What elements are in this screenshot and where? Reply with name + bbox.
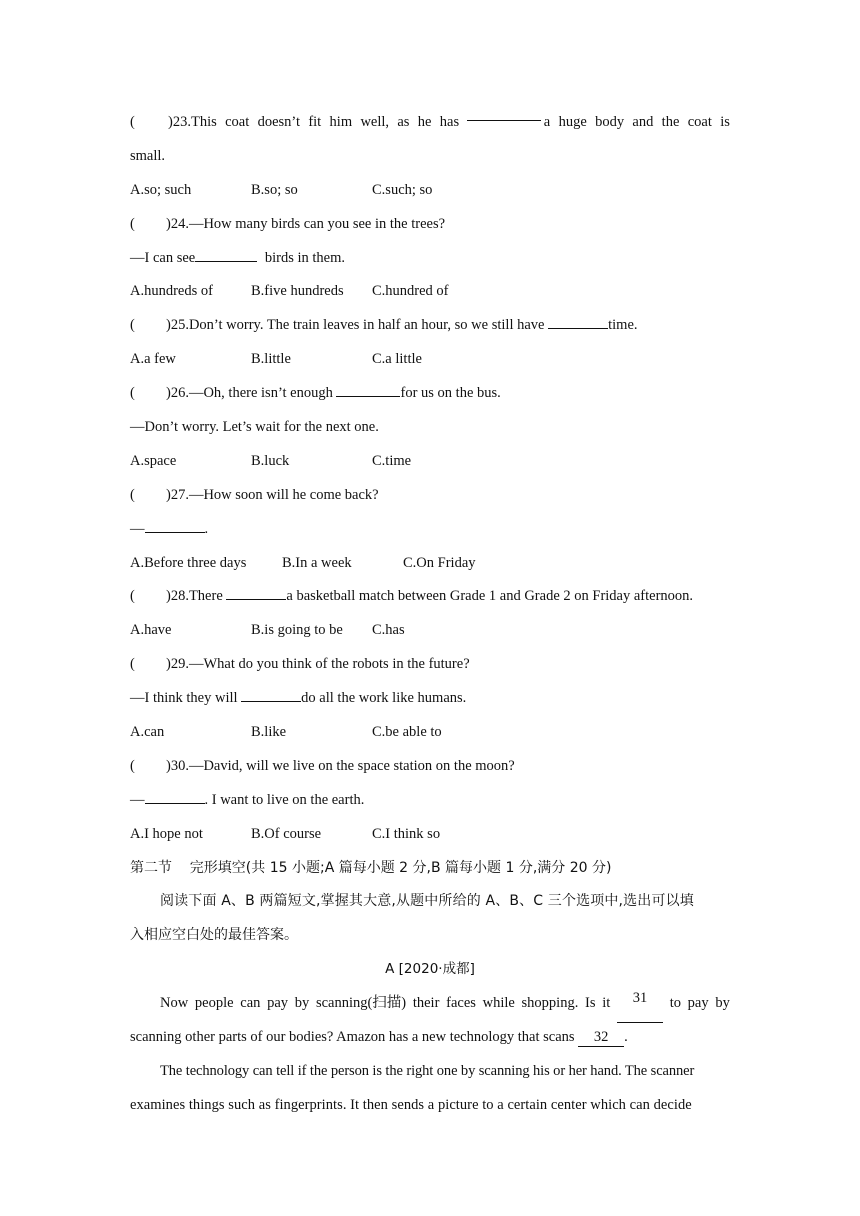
- question-25-options: [130, 345, 730, 379]
- word: well,: [360, 114, 390, 130]
- question-24-options: [130, 277, 730, 311]
- word: as: [397, 114, 410, 130]
- question-23-stem: [130, 108, 730, 142]
- option-a[interactable]: A.can: [130, 724, 165, 741]
- answer-paren[interactable]: (: [130, 486, 135, 503]
- word: body: [595, 114, 625, 130]
- word: by: [294, 995, 310, 1012]
- question-text: )27.—How soon will he come back?: [166, 486, 379, 503]
- option-a[interactable]: A.space: [130, 452, 177, 469]
- word: faces: [446, 995, 476, 1012]
- word: can: [240, 995, 261, 1012]
- answer-paren[interactable]: (: [130, 757, 135, 774]
- question-text: )30.—David, will we live on the space station on the moon?: [166, 757, 515, 774]
- option-a[interactable]: A.a few: [130, 351, 176, 368]
- answer-paren[interactable]: (: [130, 588, 135, 605]
- word: coat: [225, 114, 250, 130]
- option-b[interactable]: B.like: [251, 724, 287, 741]
- reply-text: —I think they will: [130, 690, 242, 707]
- option-a[interactable]: A.have: [130, 622, 172, 639]
- question-26-stem: [130, 379, 730, 413]
- fill-blank[interactable]: [467, 108, 541, 121]
- word: people: [194, 995, 234, 1012]
- word: to: [669, 995, 681, 1012]
- question-28-options: [130, 616, 730, 650]
- option-c[interactable]: C.On Friday: [403, 554, 476, 571]
- reply-text: —: [130, 791, 145, 808]
- word: a: [543, 114, 551, 130]
- passage-paragraph-1-line-2: [130, 1023, 730, 1057]
- option-c[interactable]: C.hundred of: [372, 283, 449, 300]
- question-text: a basketball match between Grade 1 and Grade 2 on Friday afternoon.: [286, 588, 694, 605]
- option-a[interactable]: A.hundreds of: [130, 283, 213, 300]
- question-text: for us on the bus.: [400, 385, 501, 402]
- option-c[interactable]: C.time: [372, 452, 412, 469]
- answer-paren[interactable]: (: [130, 215, 135, 232]
- word: Is: [585, 995, 596, 1012]
- answer-paren[interactable]: (: [130, 656, 135, 673]
- question-29-options: [130, 718, 730, 752]
- word: him: [329, 114, 353, 130]
- fill-blank[interactable]: [241, 689, 301, 702]
- option-b[interactable]: B.so; so: [251, 181, 298, 198]
- reply-text: birds in them.: [261, 249, 345, 266]
- word: by: [715, 995, 730, 1012]
- passage-paragraph-2-line-1: The technology can tell if the person is the right one by scanning his or her hand. The scanner: [160, 1062, 695, 1079]
- section-instructions-line-1: 阅读下面 A、B 两篇短文,掌握其大意,从题中所给的 A、B、C 三个选项中,选出可以填: [160, 893, 694, 910]
- question-text: )29.—What do you think of the robots in the future?: [166, 656, 470, 673]
- option-a[interactable]: A.I hope not: [130, 825, 203, 842]
- question-23-continued: small.: [130, 147, 166, 164]
- word: their: [412, 995, 440, 1012]
- question-30-options: [130, 820, 730, 854]
- word: has: [439, 114, 460, 130]
- answer-paren: (: [130, 114, 135, 130]
- word: pay: [267, 995, 289, 1012]
- question-26-options: [130, 447, 730, 481]
- question-text: )25.Don’t worry. The train leaves in half an hour, so we still have: [166, 317, 549, 334]
- blank-31[interactable]: 31: [617, 989, 663, 1023]
- word: Now: [160, 995, 189, 1012]
- word: pay: [687, 995, 709, 1012]
- passage-text: .: [624, 1029, 628, 1046]
- option-c[interactable]: C.has: [372, 622, 405, 639]
- passage-paragraph-2-line-2: examines things such as fingerprints. It then sends a picture to a certain center which can decide: [130, 1096, 692, 1113]
- question-28-stem: [130, 582, 730, 616]
- word: doesn’t: [257, 114, 300, 130]
- fill-blank[interactable]: [336, 384, 400, 397]
- option-b[interactable]: B.luck: [251, 452, 290, 469]
- reply-text: —: [130, 520, 145, 537]
- option-b[interactable]: B.five hundreds: [251, 283, 344, 300]
- answer-paren[interactable]: (: [130, 317, 135, 334]
- option-c[interactable]: C.such; so: [372, 181, 433, 198]
- question-text: )26.—Oh, there isn’t enough: [166, 385, 337, 402]
- option-a[interactable]: A.so; such: [130, 181, 192, 198]
- word: is: [720, 114, 730, 130]
- question-24-stem: [130, 210, 730, 244]
- document-page: [130, 108, 730, 1125]
- question-text: time.: [608, 317, 638, 334]
- passage-title: A [2020·成都]: [385, 961, 475, 978]
- passage-paragraph-1-line-1: [130, 989, 730, 1023]
- answer-paren[interactable]: (: [130, 385, 135, 402]
- word: it: [602, 995, 611, 1012]
- fill-blank[interactable]: [195, 249, 257, 262]
- option-c[interactable]: C.a little: [372, 351, 422, 368]
- fill-blank[interactable]: [145, 791, 205, 804]
- word: fit: [308, 114, 322, 130]
- word: huge: [558, 114, 587, 130]
- question-number: )23.: [168, 114, 191, 130]
- word: coat: [687, 114, 712, 130]
- fill-blank[interactable]: [226, 587, 286, 600]
- word: scanning(扫描): [315, 995, 407, 1012]
- question-25-stem: [130, 311, 730, 345]
- question-26-reply: —Don’t worry. Let’s wait for the next one.: [130, 419, 379, 436]
- question-29-stem: [130, 650, 730, 684]
- option-c[interactable]: C.I think so: [372, 825, 441, 842]
- blank-32[interactable]: 32: [578, 1028, 624, 1047]
- word: and: [632, 114, 654, 130]
- question-text: )28.There: [166, 588, 227, 605]
- option-b[interactable]: B.In a week: [282, 554, 352, 571]
- q23-text: [170, 108, 730, 142]
- section-instructions-line-2: 入相应空白处的最佳答案。: [130, 927, 298, 944]
- reply-text: do all the work like humans.: [301, 690, 467, 707]
- fill-blank[interactable]: [548, 316, 608, 329]
- passage-text: scanning other parts of our bodies? Amazon has a new technology that scans: [130, 1029, 579, 1046]
- option-a[interactable]: A.Before three days: [130, 554, 247, 571]
- option-b[interactable]: B.Of course: [251, 825, 322, 842]
- question-27-reply: [130, 515, 730, 549]
- word: This: [190, 114, 217, 130]
- word: he: [417, 114, 432, 130]
- question-27-options: [130, 549, 730, 583]
- reply-text: .: [204, 520, 209, 537]
- question-24-reply: [130, 244, 730, 278]
- option-c[interactable]: C.be able to: [372, 724, 442, 741]
- word: while: [482, 995, 515, 1012]
- word: shopping.: [521, 995, 579, 1012]
- question-29-reply: [130, 684, 730, 718]
- fill-blank[interactable]: [145, 520, 205, 533]
- option-b[interactable]: B.is going to be: [251, 622, 343, 639]
- question-27-stem: [130, 481, 730, 515]
- reply-text: —I can see: [130, 249, 196, 266]
- question-23-options: [130, 176, 730, 210]
- question-text: )24.—How many birds can you see in the trees?: [166, 215, 446, 232]
- word: the: [661, 114, 680, 130]
- question-30-stem: [130, 752, 730, 786]
- option-b[interactable]: B.little: [251, 351, 291, 368]
- question-30-reply: [130, 786, 730, 820]
- section-heading: 第二节 完形填空(共 15 小题;A 篇每小题 2 分,B 篇每小题 1 分,满分 20 分): [130, 859, 612, 876]
- reply-text: . I want to live on the earth.: [204, 791, 365, 808]
